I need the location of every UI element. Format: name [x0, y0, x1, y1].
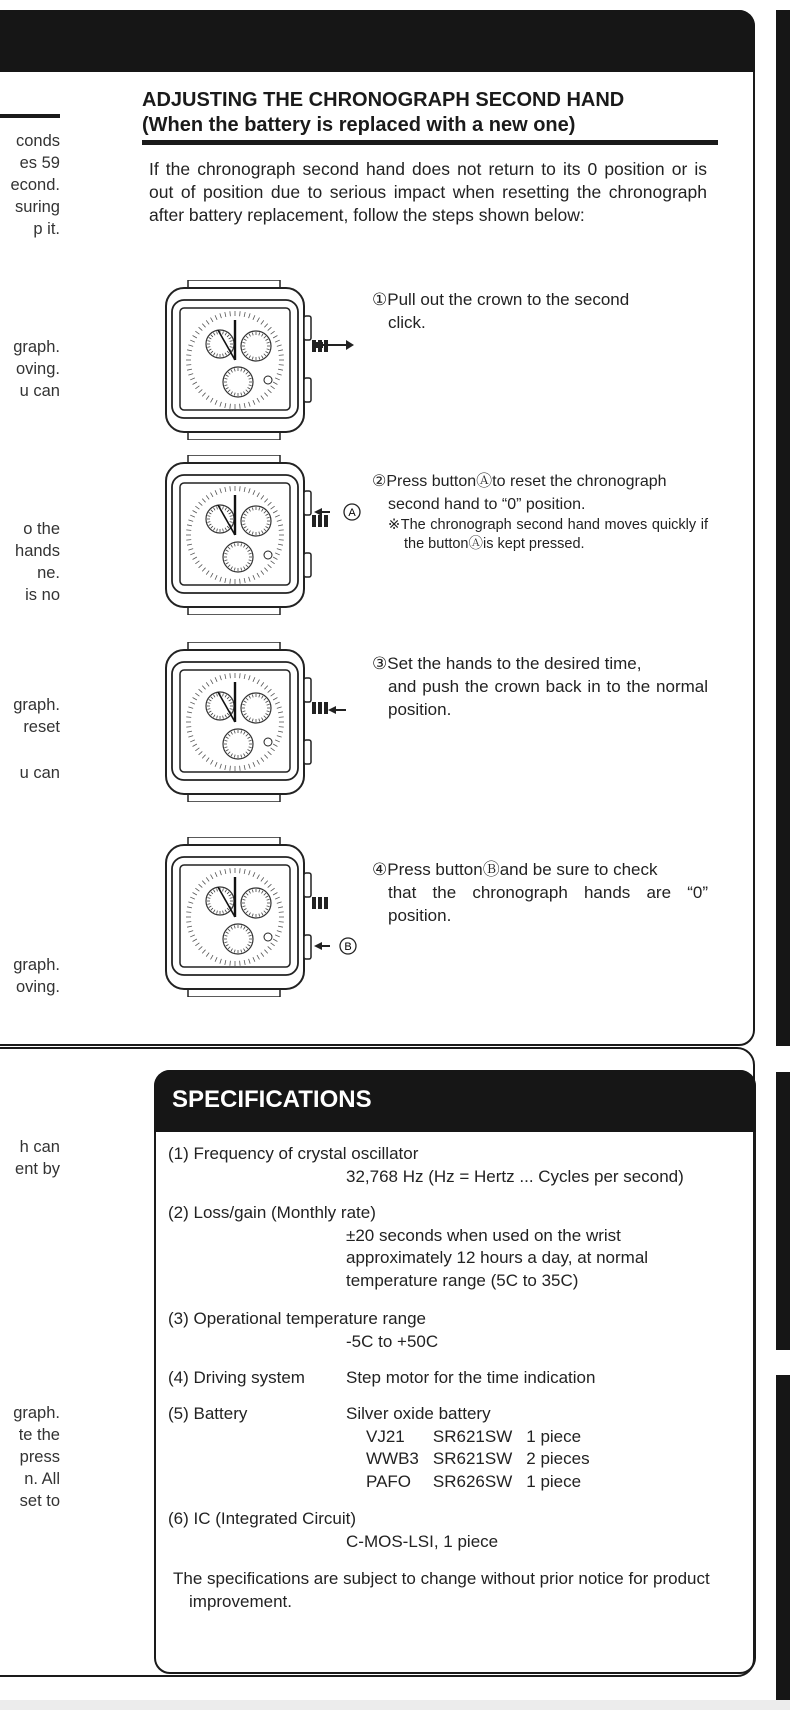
- battery-cell: SR626SW: [432, 1471, 513, 1491]
- spec-loss-gain-label: (2) Loss/gain (Monthly rate): [168, 1203, 376, 1222]
- battery-row: [366, 1471, 604, 1494]
- step-2-note: ※The chronograph second hand moves quickly if the buttonⒶis kept pressed.: [388, 517, 708, 552]
- left-fragment: set to: [19, 1492, 60, 1510]
- left-fragment: u can: [19, 764, 60, 782]
- left-fragment: ne.: [37, 564, 60, 582]
- step-3: [372, 652, 708, 721]
- step-2-text-cont: second hand to “0” position.: [388, 496, 586, 513]
- specifications-title: SPECIFICATIONS: [172, 1086, 372, 1113]
- left-fragment: n. All: [24, 1470, 60, 1488]
- left-fragment: u can: [19, 382, 60, 400]
- left-fragment: is no: [25, 586, 60, 604]
- spec-footer-note: The specifications are subject to change without prior notice for product improvement.: [173, 1569, 710, 1611]
- right-page-edge: [776, 10, 790, 1046]
- spec-driving-value: Step motor for the time indication: [346, 1368, 596, 1387]
- spec-driving-label: (4) Driving system: [168, 1368, 305, 1387]
- spec-ic-value: C-MOS-LSI, 1 piece: [346, 1531, 499, 1551]
- button-a-label: A: [348, 507, 356, 519]
- instruction-panel-header-bar: [0, 10, 755, 72]
- battery-cell: 1 piece: [526, 1426, 582, 1446]
- left-fragment: h can: [19, 1138, 60, 1156]
- left-fragment: oving.: [15, 978, 60, 996]
- left-fragment: graph.: [13, 338, 60, 356]
- left-fragment: conds: [15, 132, 60, 150]
- step-4-text-cont: that the chronograph hands are “0” position.: [388, 883, 708, 925]
- step-3-number: ③: [372, 654, 388, 673]
- step-2: [372, 470, 708, 554]
- spec-battery: [168, 1403, 738, 1493]
- step-1-text: Pull out the crown to the second: [387, 290, 630, 309]
- watch-illustration-step-4: [160, 837, 365, 997]
- spec-driving-system: [168, 1367, 738, 1390]
- spec-temperature: [168, 1308, 738, 1353]
- step-1-text-cont: click.: [388, 313, 426, 332]
- step-3-text-cont: and push the crown back in to the normal position.: [388, 677, 708, 719]
- step-4-text: Press buttonⒷand be sure to check: [387, 860, 658, 879]
- bottom-strip: [0, 1700, 790, 1710]
- title-rule: [142, 140, 718, 145]
- spec-temperature-label: (3) Operational temperature range: [168, 1309, 426, 1328]
- left-fragment: hands: [15, 542, 60, 560]
- spec-frequency-value: 32,768 Hz (Hz = Hertz ... Cycles per second): [346, 1166, 684, 1186]
- step-4-number: ④: [372, 860, 388, 879]
- button-b-label: B: [344, 941, 352, 953]
- left-fragment: graph.: [13, 956, 60, 974]
- spec-battery-label: (5) Battery: [168, 1404, 248, 1423]
- left-column-rule: [0, 114, 60, 118]
- left-fragment: p it.: [33, 220, 60, 238]
- left-fragment: graph.: [13, 1404, 60, 1422]
- step-4: [372, 858, 708, 927]
- left-fragment: o the: [23, 520, 60, 538]
- left-fragment: press: [19, 1448, 60, 1466]
- battery-cell: WWB3: [366, 1449, 419, 1468]
- spec-frequency-label: (1) Frequency of crystal oscillator: [168, 1144, 419, 1163]
- step-2-number: ②: [372, 473, 387, 490]
- crown-push-arrow-icon: [328, 706, 346, 714]
- battery-cell: SR621SW: [432, 1426, 513, 1446]
- left-fragment: oving.: [15, 360, 60, 378]
- battery-table: [366, 1426, 604, 1494]
- watch-illustration-step-2: [160, 455, 365, 615]
- step-2-text: Press buttonⒶto reset the chronograph: [386, 473, 667, 490]
- left-fragment: ent by: [15, 1160, 60, 1178]
- spec-ic: [168, 1508, 738, 1553]
- battery-row: [366, 1448, 604, 1471]
- left-fragment: es 59: [19, 154, 60, 172]
- battery-row: [366, 1426, 604, 1449]
- intro-paragraph: If the chronograph second hand does not return to its 0 position or is out of position due to serious impact when resetting the chronograph after battery replacement, follow the steps shown below:: [149, 159, 707, 225]
- left-fragment: econd.: [10, 176, 60, 194]
- battery-cell: VJ21: [366, 1426, 405, 1446]
- watch-illustration-step-1: [160, 280, 365, 440]
- spec-temperature-value: -5C to +50C: [346, 1331, 439, 1351]
- press-button-b-arrow-icon: [314, 938, 356, 954]
- step-1-number: ①: [372, 290, 388, 309]
- step-3-text: Set the hands to the desired time,: [387, 654, 642, 673]
- right-page-edge-3: [776, 1375, 790, 1705]
- battery-cell: 1 piece: [526, 1471, 582, 1491]
- step-1: [372, 288, 708, 334]
- spec-loss-gain-value: ±20 seconds when used on the wrist approximately 12 hours a day, at normal temperature range (5C to 35C): [346, 1225, 649, 1290]
- spec-battery-value: Silver oxide battery: [346, 1404, 491, 1423]
- left-fragment: suring: [15, 198, 60, 216]
- left-fragment: graph.: [13, 696, 60, 714]
- spec-ic-label: (6) IC (Integrated Circuit): [168, 1509, 356, 1528]
- spec-loss-gain: [168, 1202, 738, 1292]
- battery-cell: PAFO: [366, 1471, 412, 1491]
- battery-cell: 2 pieces: [526, 1449, 590, 1468]
- battery-cell: SR621SW: [432, 1449, 513, 1468]
- left-fragment: te the: [18, 1426, 60, 1444]
- left-fragment: reset: [23, 718, 60, 736]
- section-subtitle: (When the battery is replaced with a new one): [142, 114, 576, 136]
- watch-illustration-step-3: [160, 642, 365, 802]
- right-page-edge-2: [776, 1072, 790, 1350]
- section-title: ADJUSTING THE CHRONOGRAPH SECOND HAND: [142, 89, 625, 111]
- spec-frequency: [168, 1143, 738, 1188]
